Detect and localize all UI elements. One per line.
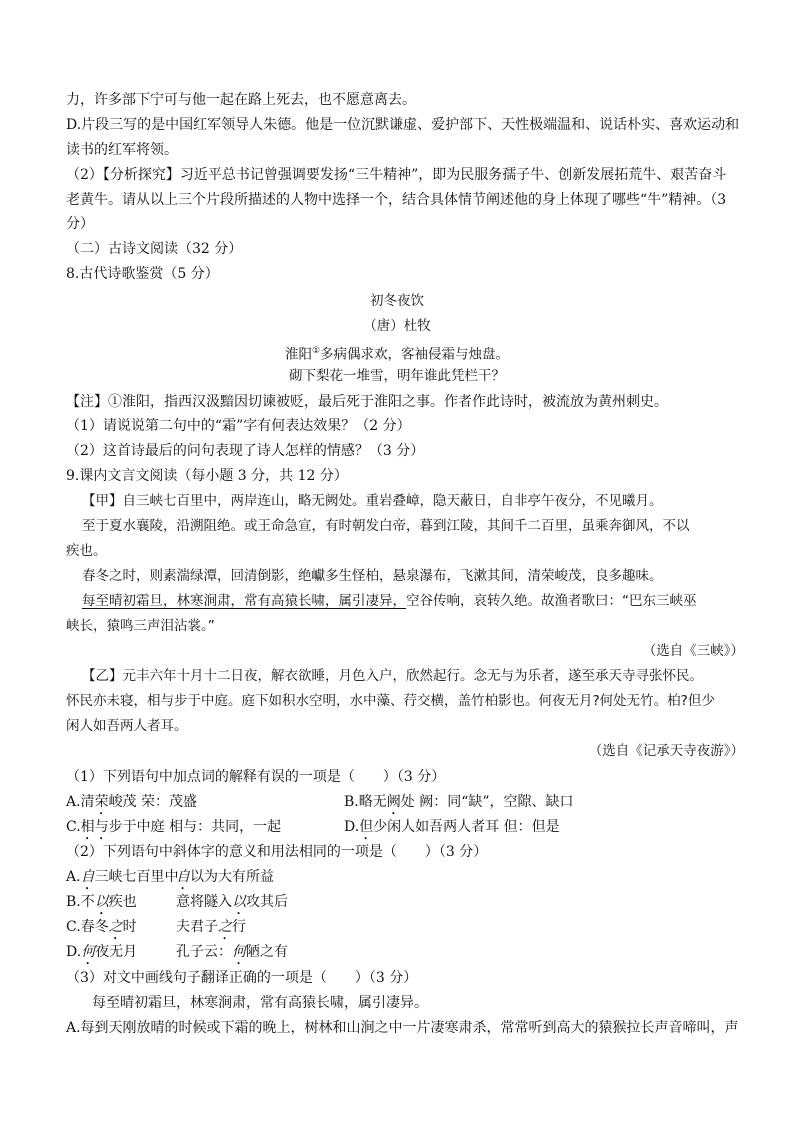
question-8-1: （1）请说说第二句中的“霜”字有何表达效果？（2 分） xyxy=(66,418,411,434)
footnote-marker: ① xyxy=(311,346,321,356)
sub-question-2: （2）下列语句中斜体字的意义和用法相同的一项是（ ）（3 分） xyxy=(66,844,488,860)
text-line: 老黄牛。请从以上三个片段所描述的人物中选择一个，结合具体情节阐述他的身上体现了哪些“牛”精神。（3 xyxy=(66,192,727,208)
question-8-heading: 8.古代诗歌鉴赏（5 分） xyxy=(66,266,219,282)
sub-question-1: （1）下列语句中加点词的解释有误的一项是（ ）（3 分） xyxy=(66,769,446,785)
question-9-heading: 9.课内文言文阅读（每小题 3 分，共 12 分） xyxy=(66,468,348,484)
source-sanxia: （选自《三峡》） xyxy=(642,643,744,659)
sub3-quoted-sentence: 每至晴初霜旦，林寒涧肃，常有高猿长啸，属引凄异。 xyxy=(92,995,428,1011)
section-heading: （二）古诗文阅读（32 分） xyxy=(66,241,243,257)
underlined-sentence: 每至晴初霜旦，林寒涧肃，常有高猿长啸，属引凄异， xyxy=(82,593,406,609)
poem-title: 初冬夜饮 xyxy=(370,293,424,309)
source-chengtiansi: （选自《记承天寺夜游》） xyxy=(588,743,744,759)
passage-jia-p3: 春冬之时，则素湍绿潭，回清倒影，绝巘多生怪柏，悬泉瀑布，飞漱其间，清荣峻茂，良多趣味。 xyxy=(82,568,663,584)
passage-jia-p4-rest: 空谷传响，哀转久绝。故渔者歌曰：“巴东三峡巫 xyxy=(406,593,697,609)
passage-jia-p2-cont: 疾也。 xyxy=(66,543,107,559)
text-line: 读书的红军将领。 xyxy=(66,142,178,158)
question-analysis-text: （2）【分析探究】习近平总书记曾强调要发扬“三牛精神”，即为民服务孺子牛、创新发展拓荒牛、艰苦奋斗 xyxy=(66,167,727,183)
poem-line-2: 砌下梨花一堆雪，明年谁此凭栏干？ xyxy=(289,368,505,384)
text-line: 分） xyxy=(66,216,94,232)
text-line: 力，许多部下宁可与他一起在路上死去，也不愿意离去。 xyxy=(66,92,416,108)
sub3-option-a: A.每到天刚放晴的时候或下霜的晚上，树林和山涧之中一片凄寒肃杀，常常听到高大的猿猴拉长声音啼叫，声 xyxy=(66,1020,739,1036)
poem-line-1-end: 多病偶求欢，客袖侵霜与烛盘。 xyxy=(320,346,510,363)
sub1-option-b: B.略无阙处 阙：同“缺”，空隙、缺口 xyxy=(344,794,574,810)
passage-yi-p1: 【乙】元丰六年十月十二日夜，解衣欲睡，月色入户，欣然起行。念无与为乐者，遂至承天寺寻张怀民。 xyxy=(82,668,703,684)
poem-note: 【注】①淮阳，指西汉汲黯因切谏被贬，最后死于淮阳之事。作者作此诗时，被流放为黄州刺史。 xyxy=(66,394,668,410)
sub1-option-d: D.但少闲人如吾两人者耳 但：但是 xyxy=(344,819,560,835)
sub1-option-a: A.清荣峻茂 荣：茂盛 xyxy=(66,794,198,810)
sub1-options-row-2 xyxy=(66,817,736,837)
poem-line-1 xyxy=(0,341,794,365)
poem-line-1-start: 淮阳 xyxy=(284,346,312,363)
passage-jia-p4-cont: 峡长，猿鸣三声泪沾裳。” xyxy=(66,618,215,634)
passage-jia-p1: 【甲】自三峡七百里中，两岸连山，略无阙处。重岩叠嶂，隐天蔽日，自非亭午夜分，不见曦月。 xyxy=(82,493,663,509)
passage-jia-p2: 至于夏水襄陵，沿溯阻绝。或王命急宣，有时朝发白帝，暮到江陵，其间千二百里，虽乘奔御风，不以 xyxy=(82,518,690,534)
passage-jia-p4 xyxy=(82,591,736,611)
sub1-option-c: C.相与步于中庭 相与：共同，一起 xyxy=(66,819,282,835)
option-d-text: D.片段三写的是中国红军领导人朱德。他是一位沉默谦虚、爱护部下、天性极端温和、说话朴实、喜欢运动和 xyxy=(66,117,740,133)
sub-question-3: （3）对文中画线句子翻译正确的一项是（ ）（3 分） xyxy=(66,970,418,986)
sub1-options-row-1 xyxy=(66,792,736,812)
question-8-2: （2）这首诗最后的问句表现了诗人怎样的情感？（3 分） xyxy=(66,443,425,459)
poem-author: （唐）杜牧 xyxy=(363,318,431,334)
exam-page: 力，许多部下宁可与他一起在路上死去，也不愿意离去。 D.片段三写的是中国红军领导人朱德。他是一位沉默谦虚、爱护部下、天性极端温和、说话朴实、喜欢运动和 读书的红军将领。 （2）【分析探究】习近平总书记曾强调要发扬“三牛精神”，即为民服务孺子牛、创新发展拓荒牛、艰苦奋斗 老黄牛。请从以上三个片段所描述的人物中选择一个，结合具体情节阐述他的身上体现了哪些“牛”精神。（3 分） （二）古诗文阅读（32 分） 8.古代诗歌鉴赏（5 分） 初冬夜饮 （唐）杜牧 淮阳①多病偶求欢，客袖侵霜与烛盘。 砌下梨花一堆雪，明年谁此凭栏干？ 【注】①淮阳，指西汉汲黯因切谏被贬，最后死于淮阳之事。作者作此诗时，被流放为黄州刺史。 （1）请说说第二句中的“霜”字有何表达效果？（2 分） （2）这首诗最后的问句表现了诗人怎样的情感？（3 分） 9.课内文言文阅读（每小题 3 分，共 12 分） 【甲】自三峡七百里中，两岸连山，略无阙处。重岩叠嶂，隐天蔽日，自非亭午夜分，不见曦月。 至于夏水襄陵，沿溯阻绝。或王命急宣，有时朝发白帝，暮到江陵，其间千二百里，虽乘奔御风，不以 疾也。 春冬之时，则素湍绿潭，回清倒影，绝巘多生怪柏，悬泉瀑布，飞漱其间，清荣峻茂，良多趣味。 每至晴初霜旦，林寒涧肃，常有高猿长啸，属引凄异，空谷传响，哀转久绝。故渔者歌曰：“巴东三峡巫 峡长，猿鸣三声泪沾裳。” （选自《三峡》） 【乙】元丰六年十月十二日夜，解衣欲睡，月色入户，欣然起行。念无与为乐者，遂至承天寺寻张怀民。 怀民亦未寝，相与步于中庭。庭下如积水空明，水中藻、荇交横，盖竹柏影也。何夜无月?何处无竹。柏?但少 闲人如吾两人者耳。 （选自《记承天寺夜游》） （1）下列语句中加点词的解释有误的一项是（ ）（3 分） A.清荣峻茂 荣：茂盛 B.略无阙处 阙：同“缺”，空隙、缺口 C.相与步于中庭 相与：共同，一起 D.但少闲人如吾两人者耳 但：但是 （2）下列语句中斜体字的意义和用法相同的一项是（ ）（3 分） A.自三峡七百里中 自以为大有所益 B.不以疾也 意将隧入以攻其后 C.春冬之时 夫君子之行 D.何夜无月 孔子云：何陋之有 （3）对文中画线句子翻译正确的一项是（ ）（3 分） 每至晴初霜旦，林寒涧肃，常有高猿长啸，属引凄异。 A.每到天刚放晴的时候或下霜的晚上，树林和山涧之中一片凄寒肃杀，常常听到高大的猿猴拉长声音啼叫，声 xyxy=(0,0,794,1123)
passage-yi-p3: 闲人如吾两人者耳。 xyxy=(66,718,188,734)
passage-yi-p2: 怀民亦未寝，相与步于中庭。庭下如积水空明，水中藻、荇交横，盖竹柏影也。何夜无月?何处无竹。柏?但少 xyxy=(66,693,715,709)
